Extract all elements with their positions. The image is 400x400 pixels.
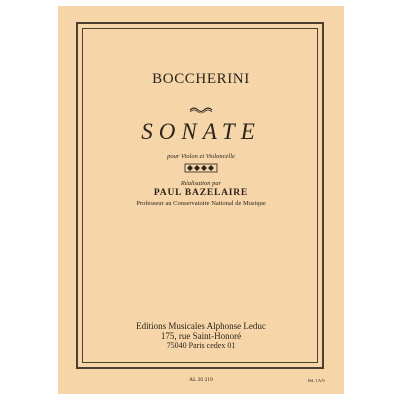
publisher-street: 175, rue Saint-Honoré — [160, 331, 242, 341]
composer-name: BOCCHERINI — [152, 71, 250, 87]
realisation-label: Réalisation par — [180, 180, 222, 187]
ornament-band-icon — [58, 163, 344, 173]
publisher-city: 75040 Paris cedex 01 — [166, 341, 236, 350]
printer-code: Bd. I A/9 — [308, 378, 325, 383]
arranger-name: PAUL BAZELAIRE — [153, 188, 249, 198]
publisher-name: Editions Musicales Alphonse Leduc — [136, 321, 266, 331]
arranger-title: Professeur au Conservatoire National de Musique — [136, 200, 266, 207]
catalog-number: AL 20 219 — [189, 377, 213, 383]
ornament-icon — [58, 106, 344, 114]
sheet-music-cover — [58, 6, 344, 394]
instrumentation: pour Violon et Violoncelle — [167, 153, 235, 160]
work-title: SONATE — [141, 119, 261, 144]
